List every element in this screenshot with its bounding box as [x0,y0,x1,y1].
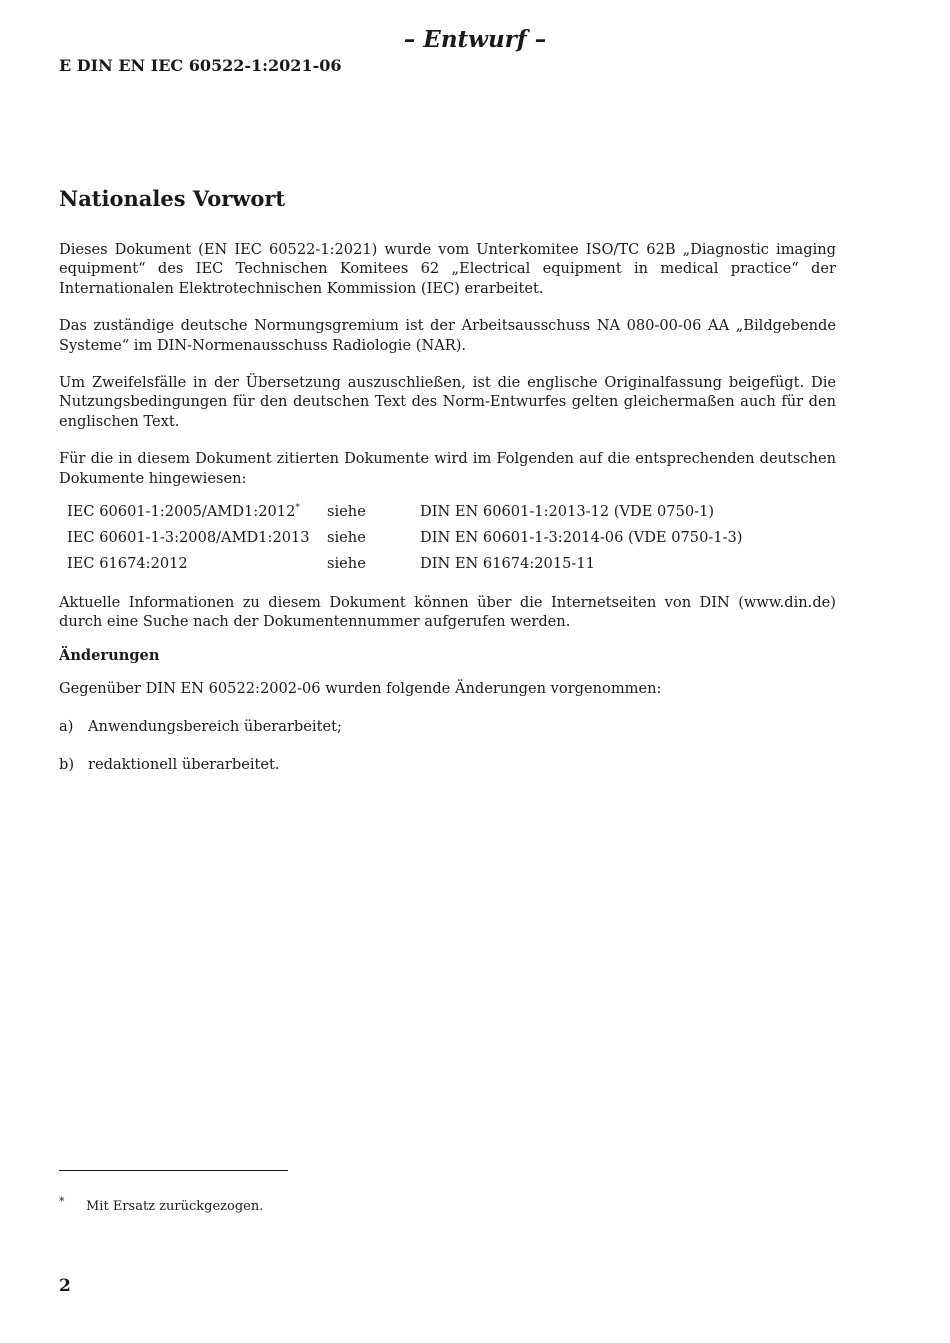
paragraph: Das zuständige deutsche Normungsgremium ist der Arbeitsausschuss NA 080-00-06 AA „Bildgebende Systeme“ im DIN-Normenausschuss Radiologie (NAR). [59,317,836,354]
list-item-label: b) [59,756,75,774]
din-reference: DIN EN 60601-1:2013-12 (VDE 0750-1) [420,503,715,521]
paragraph: Für die in diesem Dokument zitierten Dokumente wird im Folgenden auf die entsprechenden deutschen Dokumente hingewiesen: [59,450,836,487]
page-number: 2 [59,1276,71,1296]
footnote-marker: * [295,503,300,514]
table-row [59,499,742,525]
list-item-text: Anwendungsbereich überarbeitet; [88,718,342,736]
paragraph: Dieses Dokument (EN IEC 60522-1:2021) wurde vom Unterkomitee ISO/TC 62B „Diagnostic imaging equipment“ des IEC Technischen Komitees 62 „Electrical equipment in medical practice“ der Internationalen Elektrotechnischen Kommission (IEC) erarbeitet. [59,241,836,297]
paragraph: Um Zweifelsfälle in der Übersetzung auszuschließen, ist die englische Originalfassung beigefügt. Die Nutzungsbedingungen für den deutschen Text des Norm-Entwurfes gelten gleichermaßen auch für den englischen Text. [59,374,836,430]
list-item [59,717,836,736]
info-paragraph: Aktuelle Informationen zu diesem Dokument können über die Internetseiten von DIN (www.din.de) durch eine Suche nach der Dokumentennummer aufgerufen werden. [59,593,836,631]
draft-watermark-heading: – Entwurf – [403,26,547,53]
reference-table [59,499,742,576]
table-row [59,550,742,576]
iec-reference-text: IEC 60601-1:2005/AMD1:2012 [67,503,296,521]
table-row [59,525,742,551]
changes-intro: Gegenüber DIN EN 60522:2002-06 wurden folgende Änderungen vorgenommen: [59,679,662,697]
iec-reference-text: IEC 61674:2012 [67,554,188,572]
see-label: siehe [327,503,366,521]
iec-reference [59,525,327,551]
see-label: siehe [327,554,366,572]
section-title: Nationales Vorwort [59,186,286,211]
footnote-symbol: * [59,1195,65,1208]
footnote-separator [59,1170,288,1171]
iec-reference-text: IEC 60601-1-3:2008/AMD1:2013 [67,528,310,546]
iec-reference [59,550,327,576]
document-id: E DIN EN IEC 60522-1:2021-06 [59,56,342,75]
list-item-label: a) [59,718,74,736]
list-item [59,755,836,774]
footnote [59,1195,264,1214]
see-label: siehe [327,528,366,546]
changes-heading: Änderungen [59,646,160,664]
iec-reference [59,499,327,525]
foreword-section [59,186,836,794]
footnote-text: Mit Ersatz zurückgezogen. [86,1199,264,1214]
din-reference: DIN EN 60601-1-3:2014-06 (VDE 0750-1-3) [420,528,743,546]
list-item-text: redaktionell überarbeitet. [88,756,280,774]
din-reference: DIN EN 61674:2015-11 [420,554,595,572]
